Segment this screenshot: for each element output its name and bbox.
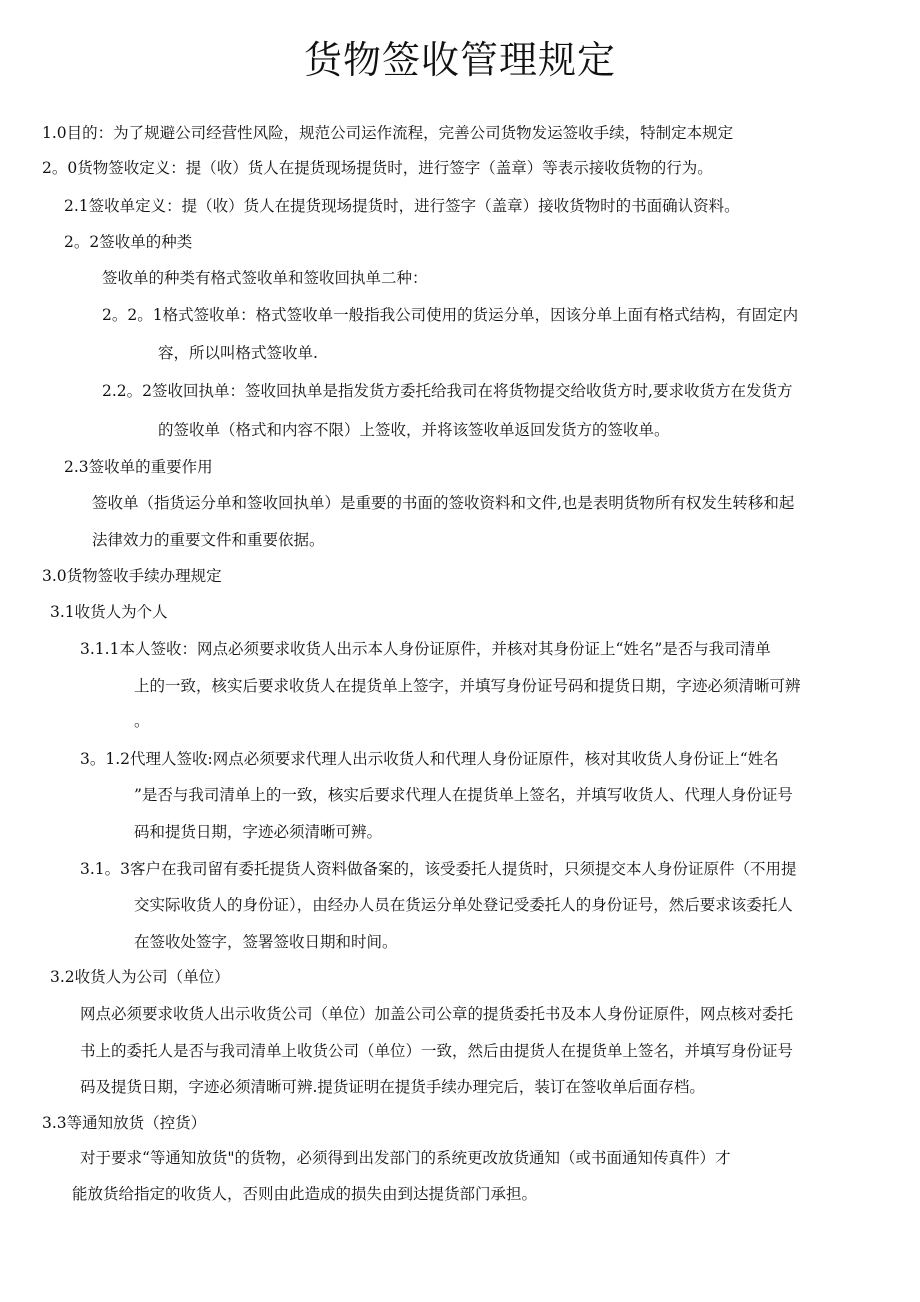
document-title: 货物签收管理规定 xyxy=(303,38,616,82)
section-3-3-line2: 能放货给指定的收货人，否则由此造成的损失由到达提货部门承担。 xyxy=(72,1185,538,1203)
section-2-1-receipt-definition: 2.1签收单定义：提（收）货人在提货现场提货时，进行签字（盖章）接收货物时的书面确认资料。 xyxy=(64,197,740,215)
section-3-2-heading: 3.2收货人为公司（单位） xyxy=(50,968,230,986)
section-2-2-1-line2: 容，所以叫格式签收单. xyxy=(158,344,318,362)
section-3-3-heading: 3.3等通知放货（控货） xyxy=(42,1114,207,1132)
section-3-3-line1: 对于要求“等通知放货"的货物，必须得到出发部门的系统更改放货通知（或书面通知传真件）才 xyxy=(80,1149,731,1167)
section-3-1-2-line2: ”是否与我司清单上的一致，核实后要求代理人在提货单上签名，并填写收货人、代理人身份证号 xyxy=(134,786,793,804)
section-3-1-2-line1: 3。1.2代理人签收:网点必须要求代理人出示收货人和代理人身份证原件，核对其收货人身份证上“姓名 xyxy=(80,750,779,768)
section-2-3-heading: 2.3签收单的重要作用 xyxy=(64,458,213,476)
section-3-2-line1: 网点必须要求收货人出示收货公司（单位）加盖公司公章的提货委托书及本人身份证原件，网点核对委托 xyxy=(80,1005,794,1023)
section-2-2-1-line1: 2。2。1格式签收单：格式签收单一般指我公司使用的货运分单，因该分单上面有格式结构，有固定内 xyxy=(102,306,799,324)
section-1-0-purpose: 1.0目的：为了规避公司经营性风险，规范公司运作流程，完善公司货物发运签收手续，特制定本规定 xyxy=(42,124,734,142)
section-3-1-3-line3: 在签收处签字，签署签收日期和时间。 xyxy=(134,933,398,951)
section-3-0-heading: 3.0货物签收手续办理规定 xyxy=(42,567,222,585)
section-2-3-line1: 签收单（指货运分单和签收回执单）是重要的书面的签收资料和文件,也是表明货物所有权发生转移和起 xyxy=(92,494,795,512)
section-3-1-2-line3: 码和提货日期，字迹必须清晰可辨。 xyxy=(134,823,383,841)
section-3-1-1-line2: 上的一致，核实后要求收货人在提货单上签字，并填写身份证号码和提货日期，字迹必须清晰可辨 xyxy=(134,677,801,695)
section-2-2-2-line2: 的签收单（格式和内容不限）上签收，并将该签收单返回发货方的签收单。 xyxy=(158,421,670,439)
section-3-1-3-line1: 3.1。3客户在我司留有委托提货人资料做备案的，该受委托人提货时，只须提交本人身份证原件（不用提 xyxy=(80,860,797,878)
section-2-2-2-line1: 2.2。2签收回执单：签收回执单是指发货方委托给我司在将货物提交给收货方时,要求收货方在发货方 xyxy=(102,382,793,400)
section-3-2-line2: 书上的委托人是否与我司清单上收货公司（单位）一致，然后由提货人在提货单上签名，并填写身份证号 xyxy=(80,1042,794,1060)
section-3-2-line3: 码及提货日期，字迹必须清晰可辨.提货证明在提货手续办理完后，装订在签收单后面存档。 xyxy=(80,1078,705,1096)
section-3-1-1-line1: 3.1.1本人签收：网点必须要求收货人出示本人身份证原件，并核对其身份证上“姓名”是否与我司清单 xyxy=(80,640,771,658)
section-2-3-line2: 法律效力的重要文件和重要依据。 xyxy=(92,531,325,549)
section-3-1-3-line2: 交实际收货人的身份证），由经办人员在货运分单处登记受委托人的身份证号，然后要求该委托人 xyxy=(134,896,793,914)
section-2-0-definition: 2。0货物签收定义：提（收）货人在提货现场提货时，进行签字（盖章）等表示接收货物的行为。 xyxy=(42,159,713,177)
section-2-2-heading: 2。2签收单的种类 xyxy=(64,233,193,251)
section-3-1-1-line3: 。 xyxy=(134,712,150,730)
section-2-2-intro: 签收单的种类有格式签收单和签收回执单二种： xyxy=(102,269,428,287)
section-3-1-heading: 3.1收货人为个人 xyxy=(50,603,168,621)
